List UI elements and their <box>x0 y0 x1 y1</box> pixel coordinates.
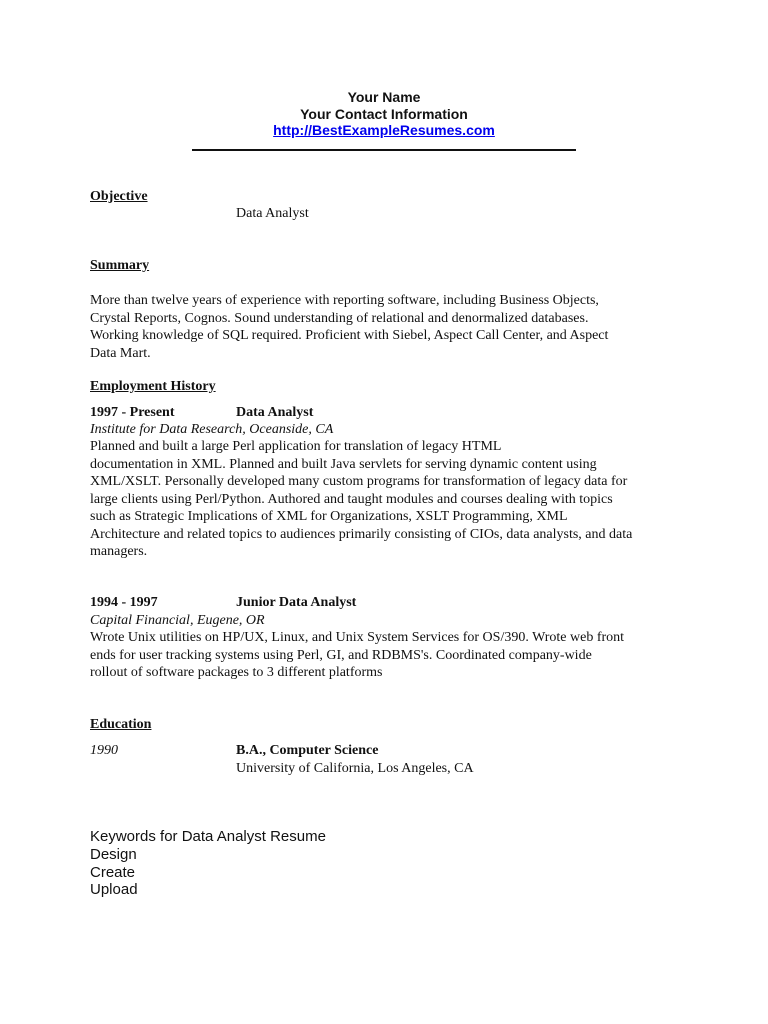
objective-heading: Objective <box>90 189 148 204</box>
education-degree: B.A., Computer Science <box>236 743 379 758</box>
website-link-row <box>0 122 768 139</box>
job-description-line: large clients using Perl/Python. Authored and taught modules and courses dealing with topics <box>90 491 613 507</box>
keyword-item: Create <box>90 863 136 881</box>
education-school: University of California, Los Angeles, CA <box>236 761 474 776</box>
objective-text: Data Analyst <box>236 206 309 221</box>
summary-line: More than twelve years of experience with reporting software, including Business Objects, <box>90 293 599 308</box>
job-description-line: such as Strategic Implications of XML for Organizations, XSLT Programming, XML <box>90 509 568 524</box>
job-company: Institute for Data Research, Oceanside, CA <box>90 422 334 437</box>
keywords-heading: Keywords for Data Analyst Resume <box>90 828 326 845</box>
education-heading: Education <box>90 717 152 732</box>
job-description-line: managers. <box>90 544 148 559</box>
job-description-line: Planned and built a large Perl application for translation of legacy HTML <box>90 439 502 454</box>
education-year: 1990 <box>90 743 118 758</box>
job-title: Data Analyst <box>236 405 314 420</box>
header-divider <box>192 149 576 151</box>
summary-heading: Summary <box>90 258 150 273</box>
keyword-item: Upload <box>90 881 138 898</box>
keyword-item: Design <box>90 846 137 863</box>
job-dates: 1997 - Present <box>90 405 175 420</box>
job-company: Capital Financial, Eugene, OR <box>90 612 265 628</box>
contact-information: Your Contact Information <box>300 106 468 122</box>
job-description-line: Wrote Unix utilities on HP/UX, Linux, and Unix System Services for OS/390. Wrote web front <box>90 630 625 645</box>
resume-name: Your Name <box>347 89 421 105</box>
summary-line: Crystal Reports, Cognos. Sound understanding of relational and denormalized databases. <box>90 310 589 326</box>
job-description-line: ends for user tracking systems using Perl, GI, and RDBMS's. Coordinated company-wide <box>90 647 592 663</box>
summary-line: Data Mart. <box>90 345 151 361</box>
job-description-line: documentation in XML. Planned and built Java servlets for serving dynamic content using <box>90 456 597 472</box>
job-description-line: rollout of software packages to 3 different platforms <box>90 665 383 680</box>
summary-line: Working knowledge of SQL required. Proficient with Siebel, Aspect Call Center, and Aspect <box>90 328 609 343</box>
job-description-line: Architecture and related topics to audiences primarily consisting of CIOs, data analysts, and data <box>90 526 633 542</box>
website-link[interactable]: http://BestExampleResumes.com <box>273 122 495 138</box>
job-description-line: XML/XSLT. Personally developed many custom programs for transformation of legacy data for <box>90 474 628 489</box>
job-dates: 1994 - 1997 <box>90 595 158 610</box>
job-title: Junior Data Analyst <box>236 595 357 610</box>
employment-heading: Employment History <box>90 379 216 394</box>
